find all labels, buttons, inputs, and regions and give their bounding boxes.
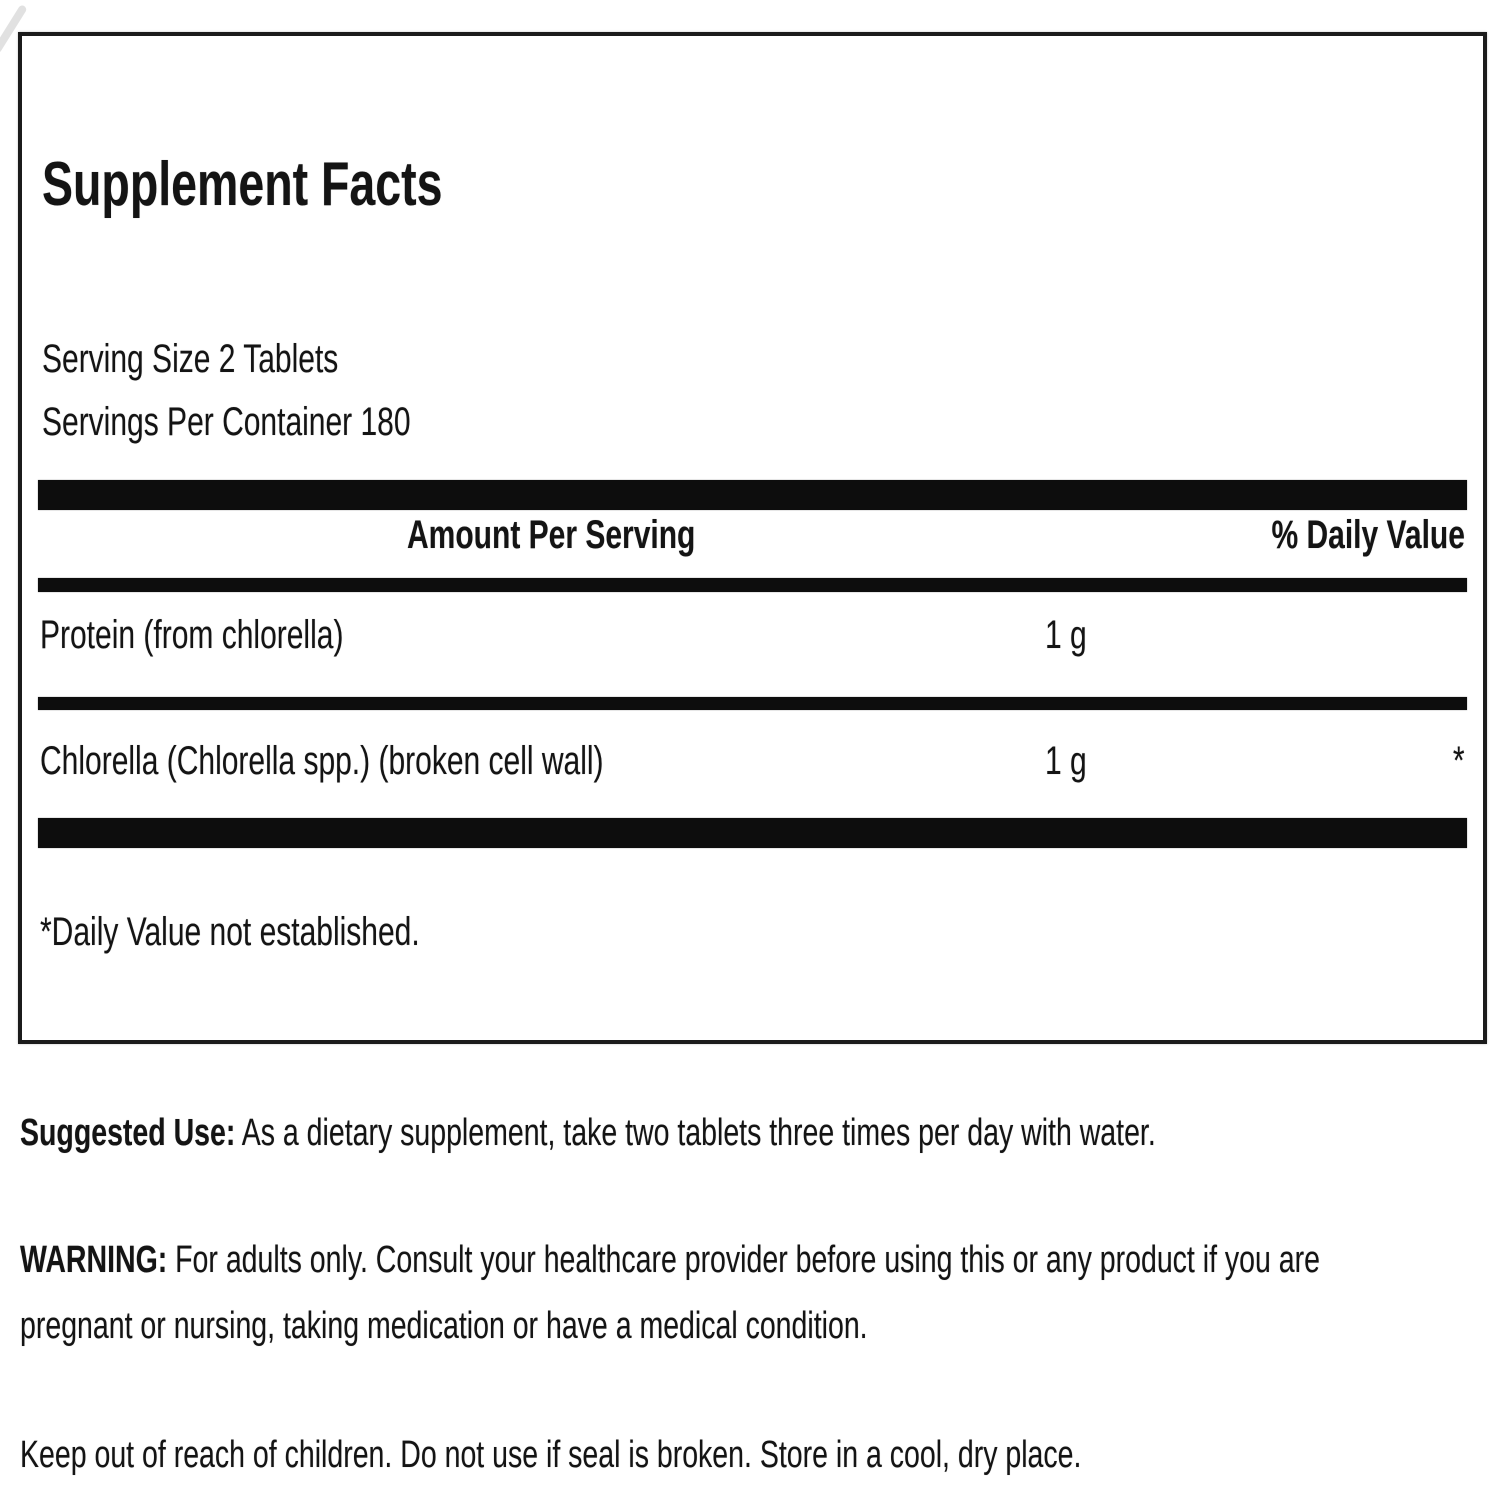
- column-header-amount: Amount Per Serving: [407, 513, 696, 557]
- suggested-use-text: As a dietary supplement, take two tablets three times per day with water.: [235, 1112, 1156, 1154]
- divider-under-header: [38, 578, 1467, 592]
- nutrient-row-chlorella-daily-value-asterisk: *: [1453, 739, 1465, 783]
- divider-under-protein: [38, 697, 1467, 710]
- nutrient-row-protein-name: Protein (from chlorella): [40, 613, 344, 657]
- nutrient-row-chlorella-amount: 1 g: [1045, 739, 1087, 783]
- divider-thick-top: [38, 480, 1467, 510]
- servings-per-container-line: Servings Per Container 180: [42, 400, 411, 444]
- warning-line-2: [20, 1307, 1150, 1345]
- serving-size-line: Serving Size 2 Tablets: [42, 337, 339, 381]
- warning-line-1: [20, 1241, 1500, 1279]
- facts-title: [42, 150, 576, 219]
- nutrient-row-chlorella-name: Chlorella (Chlorella spp.) (broken cell wall): [40, 739, 604, 783]
- daily-value-footnote: *Daily Value not established.: [40, 910, 420, 954]
- divider-thick-bottom: [38, 818, 1467, 848]
- warning-text-1: For adults only. Consult your healthcare provider before using this or any product if you are: [167, 1239, 1320, 1281]
- suggested-use-paragraph: [20, 1114, 1500, 1152]
- column-header-daily-value: % Daily Value: [1271, 513, 1465, 557]
- warning-text-2: pregnant or nursing, taking medication or have a medical condition.: [20, 1305, 868, 1347]
- nutrient-row-protein-amount: 1 g: [1045, 613, 1087, 657]
- suggested-use-label: Suggested Use:: [20, 1112, 236, 1154]
- facts-title-text: Supplement Facts: [42, 150, 443, 219]
- keep-out-line: Keep out of reach of children. Do not use if seal is broken. Store in a cool, dry place.: [20, 1434, 1082, 1476]
- warning-label: WARNING:: [20, 1239, 168, 1281]
